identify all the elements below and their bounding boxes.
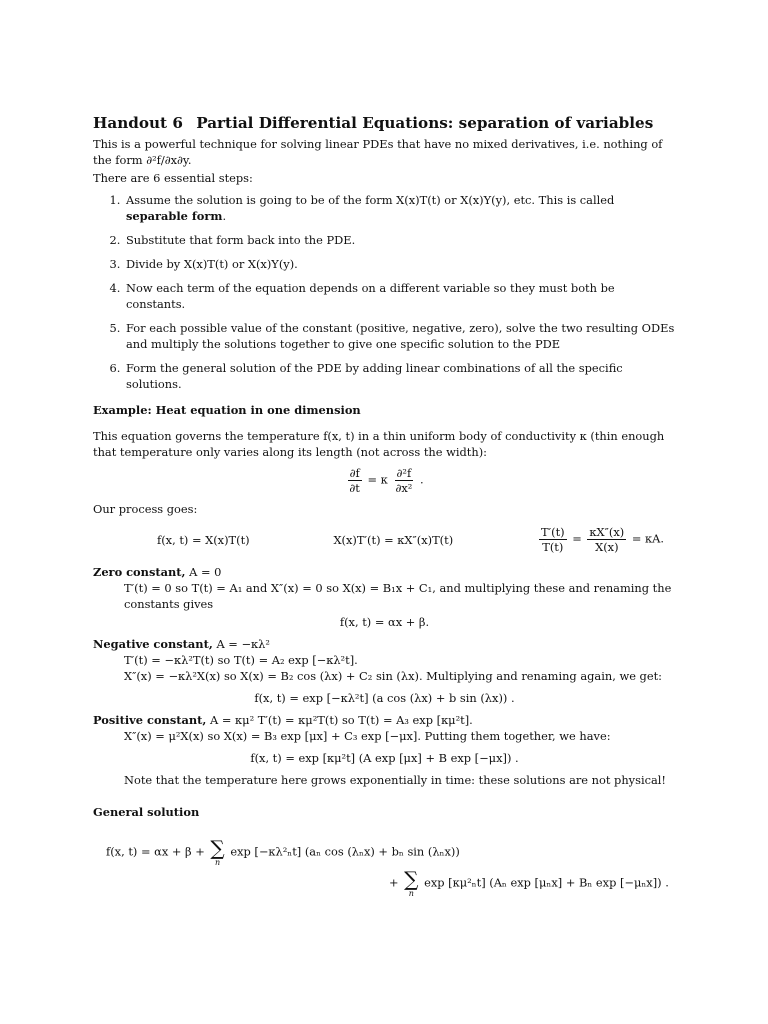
document-page (93, 114, 676, 898)
process-label: Our process goes: (93, 502, 198, 516)
step-3 (124, 256, 676, 272)
positive-case-result: f(x, t) = exp [κμ²t] (A exp [μx] + B exp [−μx]) . (250, 751, 519, 765)
positive-case-note: Note that the temperature here grows exponentially in time: these solutions are not physical! (124, 773, 667, 787)
negative-case-line-1: T′(t) = −κλ²T(t) so T(t) = A₂ exp [−κλ²t]. (124, 653, 358, 667)
step-2-text: Substitute that form back into the PDE. (126, 233, 356, 247)
general-line-1-start: f(x, t) = αx + β + (106, 844, 205, 859)
heat-rhs-fraction (393, 466, 414, 495)
positive-case-line-1: X″(x) = μ²X(x) so X(x) = B₃ exp [μx] + C₃ exp [−μx]. Putting them together, we have: (124, 729, 611, 743)
step-3-text: Divide by X(x)T(t) or X(x)Y(y). (126, 257, 298, 271)
step-4 (124, 280, 676, 312)
sum-symbol-1: ∑ (210, 836, 225, 860)
heat-mid: = κ (367, 472, 388, 487)
process-eq-3-den-2: X(x) (595, 540, 619, 554)
handout-title-text: Partial Differential Equations: separation of variables (196, 114, 654, 132)
heat-lhs-fraction (347, 466, 361, 495)
process-eq-3-frac-1 (539, 525, 567, 554)
negative-case-heading: Negative constant, (93, 637, 213, 651)
handout-title (93, 114, 676, 133)
example-heading: Example: Heat equation in one dimension (93, 403, 361, 417)
process-eq-3-end: = κA. (631, 531, 664, 546)
positive-constant-case (93, 712, 676, 788)
negative-case-result: f(x, t) = exp [−κλ²t] (a cos (λx) + b sin (λx)) . (254, 691, 515, 705)
sum-index-1: n (214, 858, 221, 867)
process-eq-3-num-1: T′(t) (540, 525, 565, 539)
sum-index-2: n (408, 889, 414, 898)
heat-lhs-den: ∂t (349, 481, 360, 495)
general-line-2-start: + (389, 875, 399, 890)
process-eq-1: f(x, t) = X(x)T(t) (157, 532, 250, 547)
heat-end: . (419, 472, 424, 487)
step-6-text: Form the general solution of the PDE by adding linear combinations of all the specific solutions. (126, 361, 623, 391)
positive-case-condition: A = κμ² T′(t) = κμ²T(t) so T(t) = A₃ exp [κμ²t]. (210, 713, 473, 727)
zero-case-condition: A = 0 (189, 565, 222, 579)
general-solution-heading: General solution (93, 805, 200, 819)
process-eq-3 (537, 525, 664, 554)
step-5-text: For each possible value of the constant (positive, negative, zero), solve the two resulting ODEs and multiply the solutions together to give one specific solution to the PDE (126, 321, 675, 351)
negative-case-condition: A = −κλ² (216, 637, 270, 651)
heat-equation (93, 466, 676, 495)
step-1 (124, 192, 676, 224)
process-eq-3-num-2: κX″(x) (589, 525, 625, 539)
general-solution-line-1 (93, 838, 676, 867)
general-solution-line-2 (93, 869, 676, 898)
zero-constant-case (93, 564, 676, 630)
step-5 (124, 320, 676, 352)
negative-constant-case (93, 636, 676, 706)
summation-2 (404, 869, 418, 898)
step-1-text: Assume the solution is going to be of the form X(x)T(t) or X(x)Y(y), etc. This is called (126, 193, 615, 207)
process-eq-2: X(x)T′(t) = κX″(x)T(t) (333, 532, 454, 547)
process-eq-3-frac-2 (587, 525, 626, 554)
heat-lhs-num: ∂f (349, 466, 360, 480)
step-1-bold: separable form (126, 209, 223, 223)
step-1-end: . (222, 209, 227, 223)
step-6 (124, 360, 676, 392)
process-equations (93, 525, 676, 554)
steps-intro: There are 6 essential steps: (93, 171, 253, 185)
heat-rhs-num: ∂²f (396, 466, 412, 480)
handout-number: Handout 6 (93, 114, 183, 132)
intro-paragraph: This is a powerful technique for solving linear PDEs that have no mixed derivatives, i.e. nothing of the form ∂²f/∂x∂y. (93, 137, 663, 167)
summation-1 (210, 838, 224, 867)
process-eq-3-equals: = (572, 531, 582, 546)
zero-case-heading: Zero constant, (93, 565, 186, 579)
heat-rhs-den: ∂x² (395, 481, 413, 495)
step-2 (124, 232, 676, 248)
negative-case-line-2: X″(x) = −κλ²X(x) so X(x) = B₂ cos (λx) + C₂ sin (λx). Multiplying and renaming again, we get: (124, 669, 663, 683)
steps-list (93, 192, 676, 392)
step-4-text: Now each term of the equation depends on a different variable so they must both be constants. (126, 281, 615, 311)
example-description: This equation governs the temperature f(x, t) in a thin uniform body of conductivity κ (thin enough that temperature only varies along its length (not across the width): (93, 429, 665, 459)
process-eq-3-den-1: T(t) (542, 540, 564, 554)
positive-case-heading: Positive constant, (93, 713, 207, 727)
sum-symbol-2: ∑ (404, 867, 419, 891)
zero-case-text: T′(t) = 0 so T(t) = A₁ and X″(x) = 0 so X(x) = B₁x + C₁, and multiplying these and renaming the constants gives (124, 581, 672, 611)
zero-case-result: f(x, t) = αx + β. (339, 615, 430, 629)
general-line-1-end: exp [−κλ²ₙt] (aₙ cos (λₙx) + bₙ sin (λₙx)) (230, 844, 460, 859)
general-line-2-end: exp [κμ²ₙt] (Aₙ exp [μₙx] + Bₙ exp [−μₙx]) . (424, 875, 669, 890)
